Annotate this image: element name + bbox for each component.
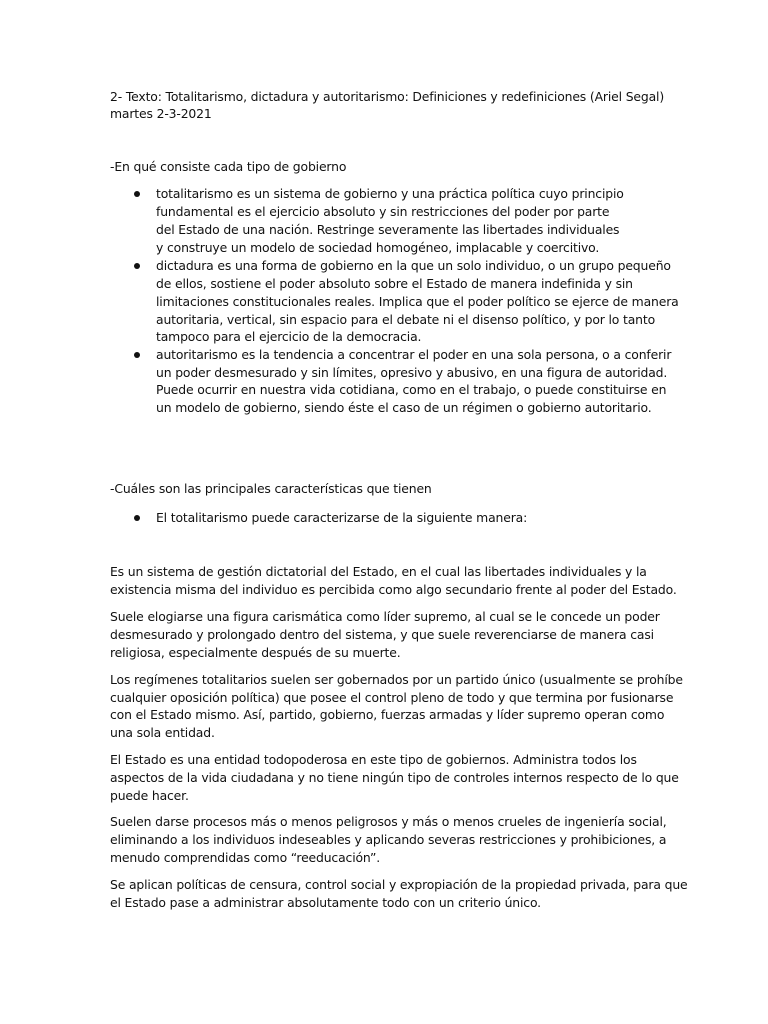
definition-line: un modelo de gobierno, siendo éste el caso de un régimen o gobierno autoritario.	[156, 400, 652, 415]
paragraph-line: El Estado es una entidad todopoderosa en este tipo de gobiernos. Administra todos los	[110, 752, 637, 767]
paragraph-line: Suele elogiarse una figura carismática como líder supremo, al cual se le concede un poder	[110, 609, 660, 624]
definition-line: del Estado de una nación. Restringe severamente las libertades individuales	[156, 222, 620, 237]
paragraph-line: desmesurado y prolongado dentro del sistema, y que suele reverenciarse de manera casi	[110, 627, 654, 642]
paragraph-line: puede hacer.	[110, 788, 189, 803]
definition-line: y construye un modelo de sociedad homogéneo, implacable y coercitivo.	[156, 240, 600, 255]
definition-line: Puede ocurrir en nuestra vida cotidiana, como en el trabajo, o puede constituirse en	[156, 382, 667, 397]
paragraph-line: religiosa, especialmente después de su muerte.	[110, 645, 401, 660]
definition-line: fundamental es el ejercicio absoluto y sin restricciones del poder por parte	[156, 204, 610, 219]
paragraph-line: cualquier oposición política) que posee el control pleno de todo y que termina por fusionarse	[110, 690, 674, 705]
paragraph-line: Suelen darse procesos más o menos peligrosos y más o menos crueles de ingeniería social,	[110, 814, 667, 829]
paragraph-line: Es un sistema de gestión dictatorial del Estado, en el cual las libertades individuales y la	[110, 564, 647, 579]
paragraph-line: eliminando a los individuos indeseables y aplicando severas restricciones y prohibiciones, a	[110, 832, 667, 847]
bullet-dot	[134, 515, 140, 521]
section1-heading: -En qué consiste cada tipo de gobierno	[110, 159, 347, 174]
paragraph-line: aspectos de la vida ciudadana y no tiene ningún tipo de controles internos respecto de lo que	[110, 770, 679, 785]
bullet-dot	[134, 352, 140, 358]
bullet-dot	[134, 191, 140, 197]
section2-heading: -Cuáles son las principales características que tienen	[110, 481, 432, 496]
document-date: martes 2-3-2021	[110, 106, 212, 121]
definition-line: de ellos, sostiene el poder absoluto sobre el Estado de manera indefinida y sin	[156, 276, 633, 291]
definition-line: autoritaria, vertical, sin espacio para el debate ni el disenso político, y por lo tanto	[156, 312, 656, 327]
paragraph-line: el Estado pase a administrar absolutamente todo con un criterio único.	[110, 895, 541, 910]
document-title: 2- Texto: Totalitarismo, dictadura y autoritarismo: Definiciones y redefiniciones (Ariel Segal)	[110, 89, 665, 104]
definition-line: tampoco para el ejercicio de la democracia.	[156, 329, 422, 344]
definition-line: totalitarismo es un sistema de gobierno y una práctica política cuyo principio	[156, 186, 624, 201]
section2-bullet: El totalitarismo puede caracterizarse de la siguiente manera:	[156, 510, 528, 525]
definition-line: autoritarismo es la tendencia a concentrar el poder en una sola persona, o a conferir	[156, 347, 672, 362]
paragraph-line: existencia misma del individuo es percibida como algo secundario frente al poder del Estado.	[110, 582, 677, 597]
paragraph-line: menudo comprendidas como “reeducación”.	[110, 850, 381, 865]
paragraph-line: Los regímenes totalitarios suelen ser gobernados por un partido único (usualmente se prohíbe	[110, 672, 683, 687]
paragraph-line: Se aplican políticas de censura, control social y expropiación de la propiedad privada, para que	[110, 877, 688, 892]
definition-line: un poder desmesurado y sin límites, opresivo y abusivo, en una figura de autoridad.	[156, 365, 668, 380]
bullet-dot	[134, 263, 140, 269]
definition-line: limitaciones constitucionales reales. Implica que el poder político se ejerce de manera	[156, 294, 679, 309]
definition-line: dictadura es una forma de gobierno en la que un solo individuo, o un grupo pequeño	[156, 258, 671, 273]
paragraph-line: una sola entidad.	[110, 725, 215, 740]
paragraph-line: con el Estado mismo. Así, partido, gobierno, fuerzas armadas y líder supremo operan como	[110, 707, 665, 722]
